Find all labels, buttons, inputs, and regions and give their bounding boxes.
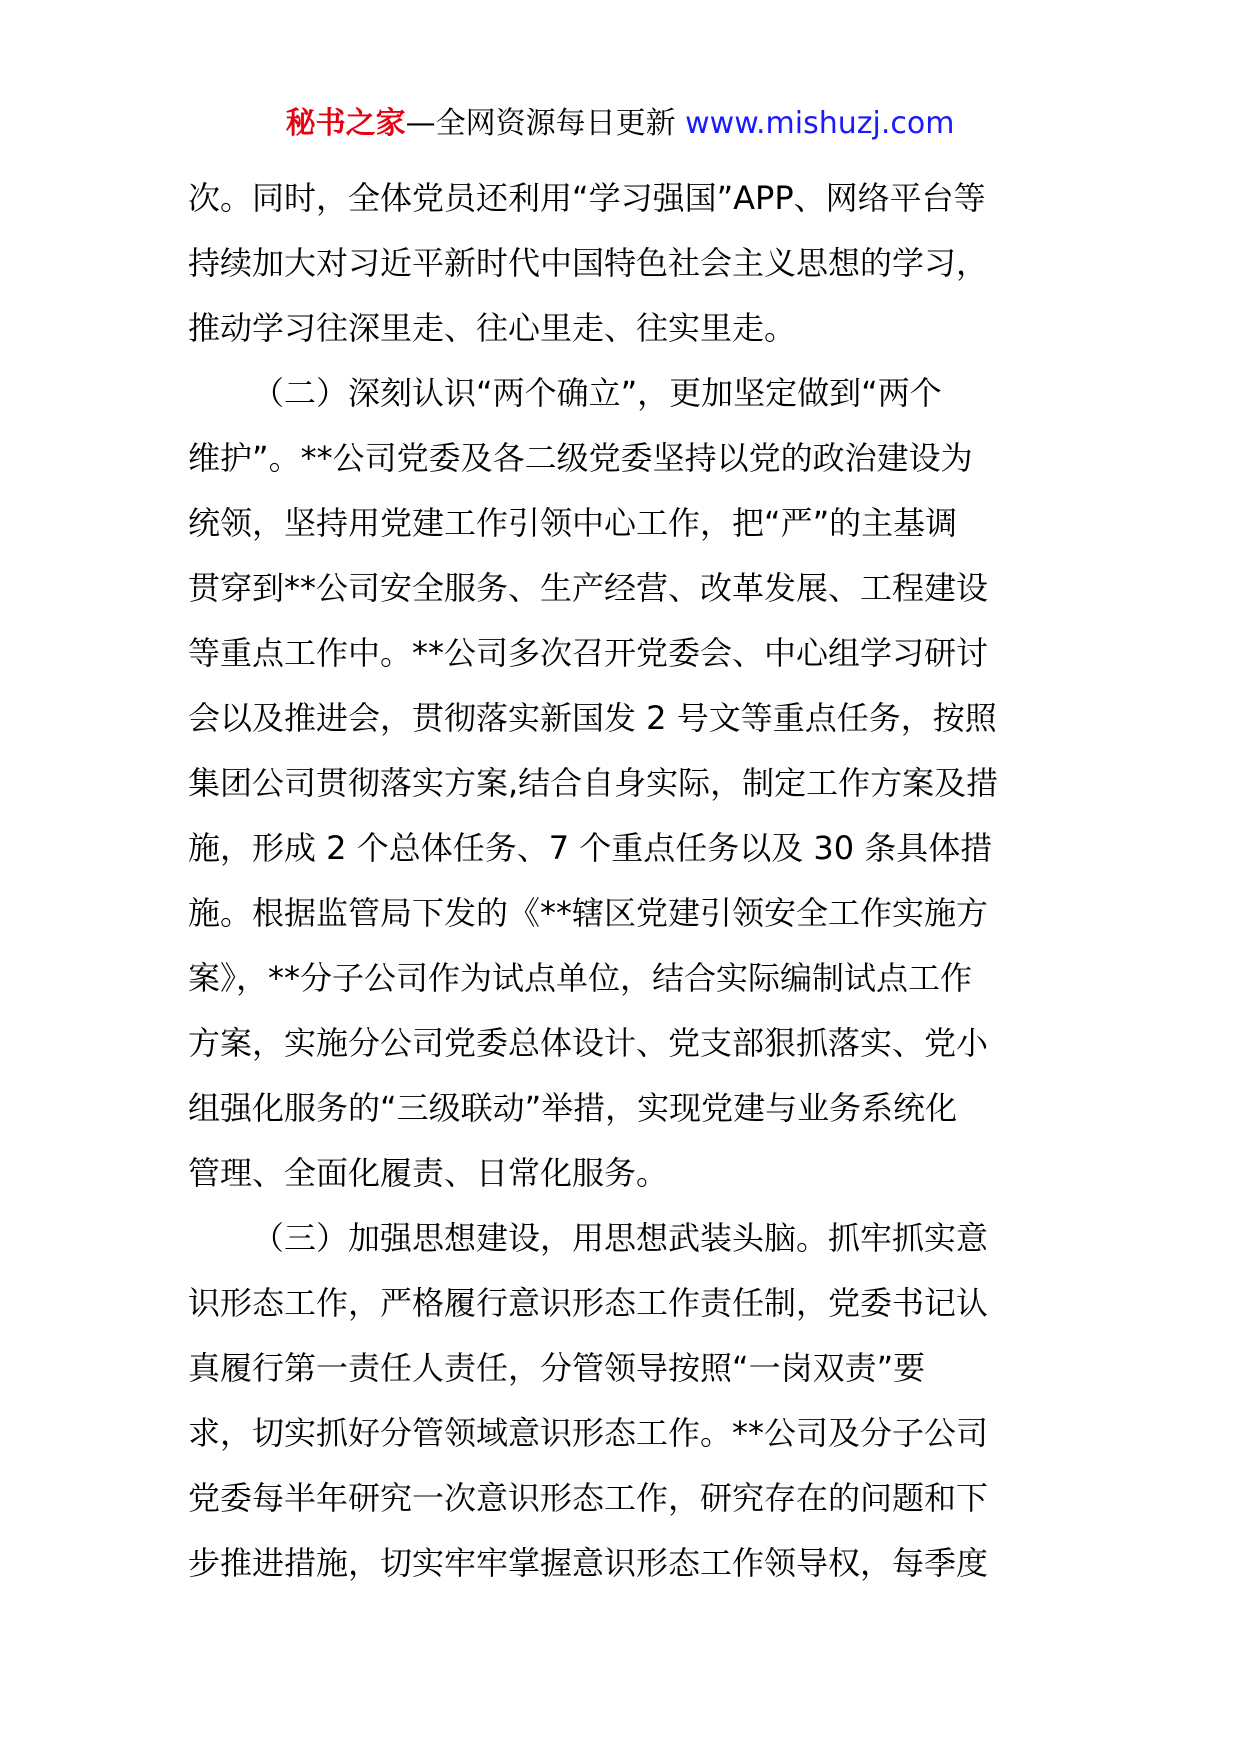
text-line: 方案，实施分公司党委总体设计、党支部狠抓落实、党小 — [188, 1024, 989, 1062]
text-line: 维护”。**公司党委及各二级党委坚持以党的政治建设为 — [188, 439, 973, 477]
text-line: 求，切实抓好分管领域意识形态工作。**公司及分子公司 — [188, 1414, 989, 1452]
text-line: 贯穿到**公司安全服务、生产经营、改革发展、工程建设 — [188, 569, 989, 607]
text-line: 推动学习往深里走、往心里走、往实里走。 — [188, 309, 797, 347]
text-line: 统领，坚持用党建工作引领中心工作，把“严”的主基调 — [188, 504, 958, 542]
text-line: 集团公司贯彻落实方案,结合自身实际，制定工作方案及措 — [188, 764, 999, 802]
header-tagline: —全网资源每日更新 — [405, 106, 676, 141]
text-line: 组强化服务的“三级联动”举措，实现党建与业务系统化 — [188, 1089, 958, 1127]
text-line: 施，形成 2 个总体任务、7 个重点任务以及 30 条具体措 — [188, 829, 993, 867]
section-heading-line: （二）深刻认识“两个确立”，更加坚定做到“两个 — [252, 374, 942, 412]
header-url[interactable]: www.mishuzj.com — [685, 106, 955, 141]
text-line: 真履行第一责任人责任，分管领导按照“一岗双责”要 — [188, 1349, 926, 1387]
watermark-header — [0, 100, 1240, 148]
text-line: 管理、全面化履责、日常化服务。 — [188, 1154, 669, 1192]
document-body — [188, 166, 1068, 1596]
text-line: 党委每半年研究一次意识形态工作，研究存在的问题和下 — [188, 1479, 989, 1517]
text-line: 案》，**分子公司作为试点单位，结合实际编制试点工作 — [188, 959, 973, 997]
text-line: 步推进措施，切实牢牢掌握意识形态工作领导权，每季度 — [188, 1544, 989, 1582]
text-line: 次。同时，全体党员还利用“学习强国”APP、网络平台等 — [188, 179, 986, 217]
text-line: 识形态工作，严格履行意识形态工作责任制，党委书记认 — [188, 1284, 989, 1322]
text-line: 持续加大对习近平新时代中国特色社会主义思想的学习， — [188, 244, 989, 282]
text-line: 会以及推进会，贯彻落实新国发 2 号文等重点任务，按照 — [188, 699, 997, 737]
section-heading-line: （三）加强思想建设，用思想武装头脑。抓牢抓实意 — [252, 1219, 989, 1257]
header-brand: 秘书之家 — [285, 106, 406, 141]
text-line: 等重点工作中。**公司多次召开党委会、中心组学习研讨 — [188, 634, 989, 672]
text-line: 施。根据监管局下发的《**辖区党建引领安全工作实施方 — [188, 894, 989, 932]
